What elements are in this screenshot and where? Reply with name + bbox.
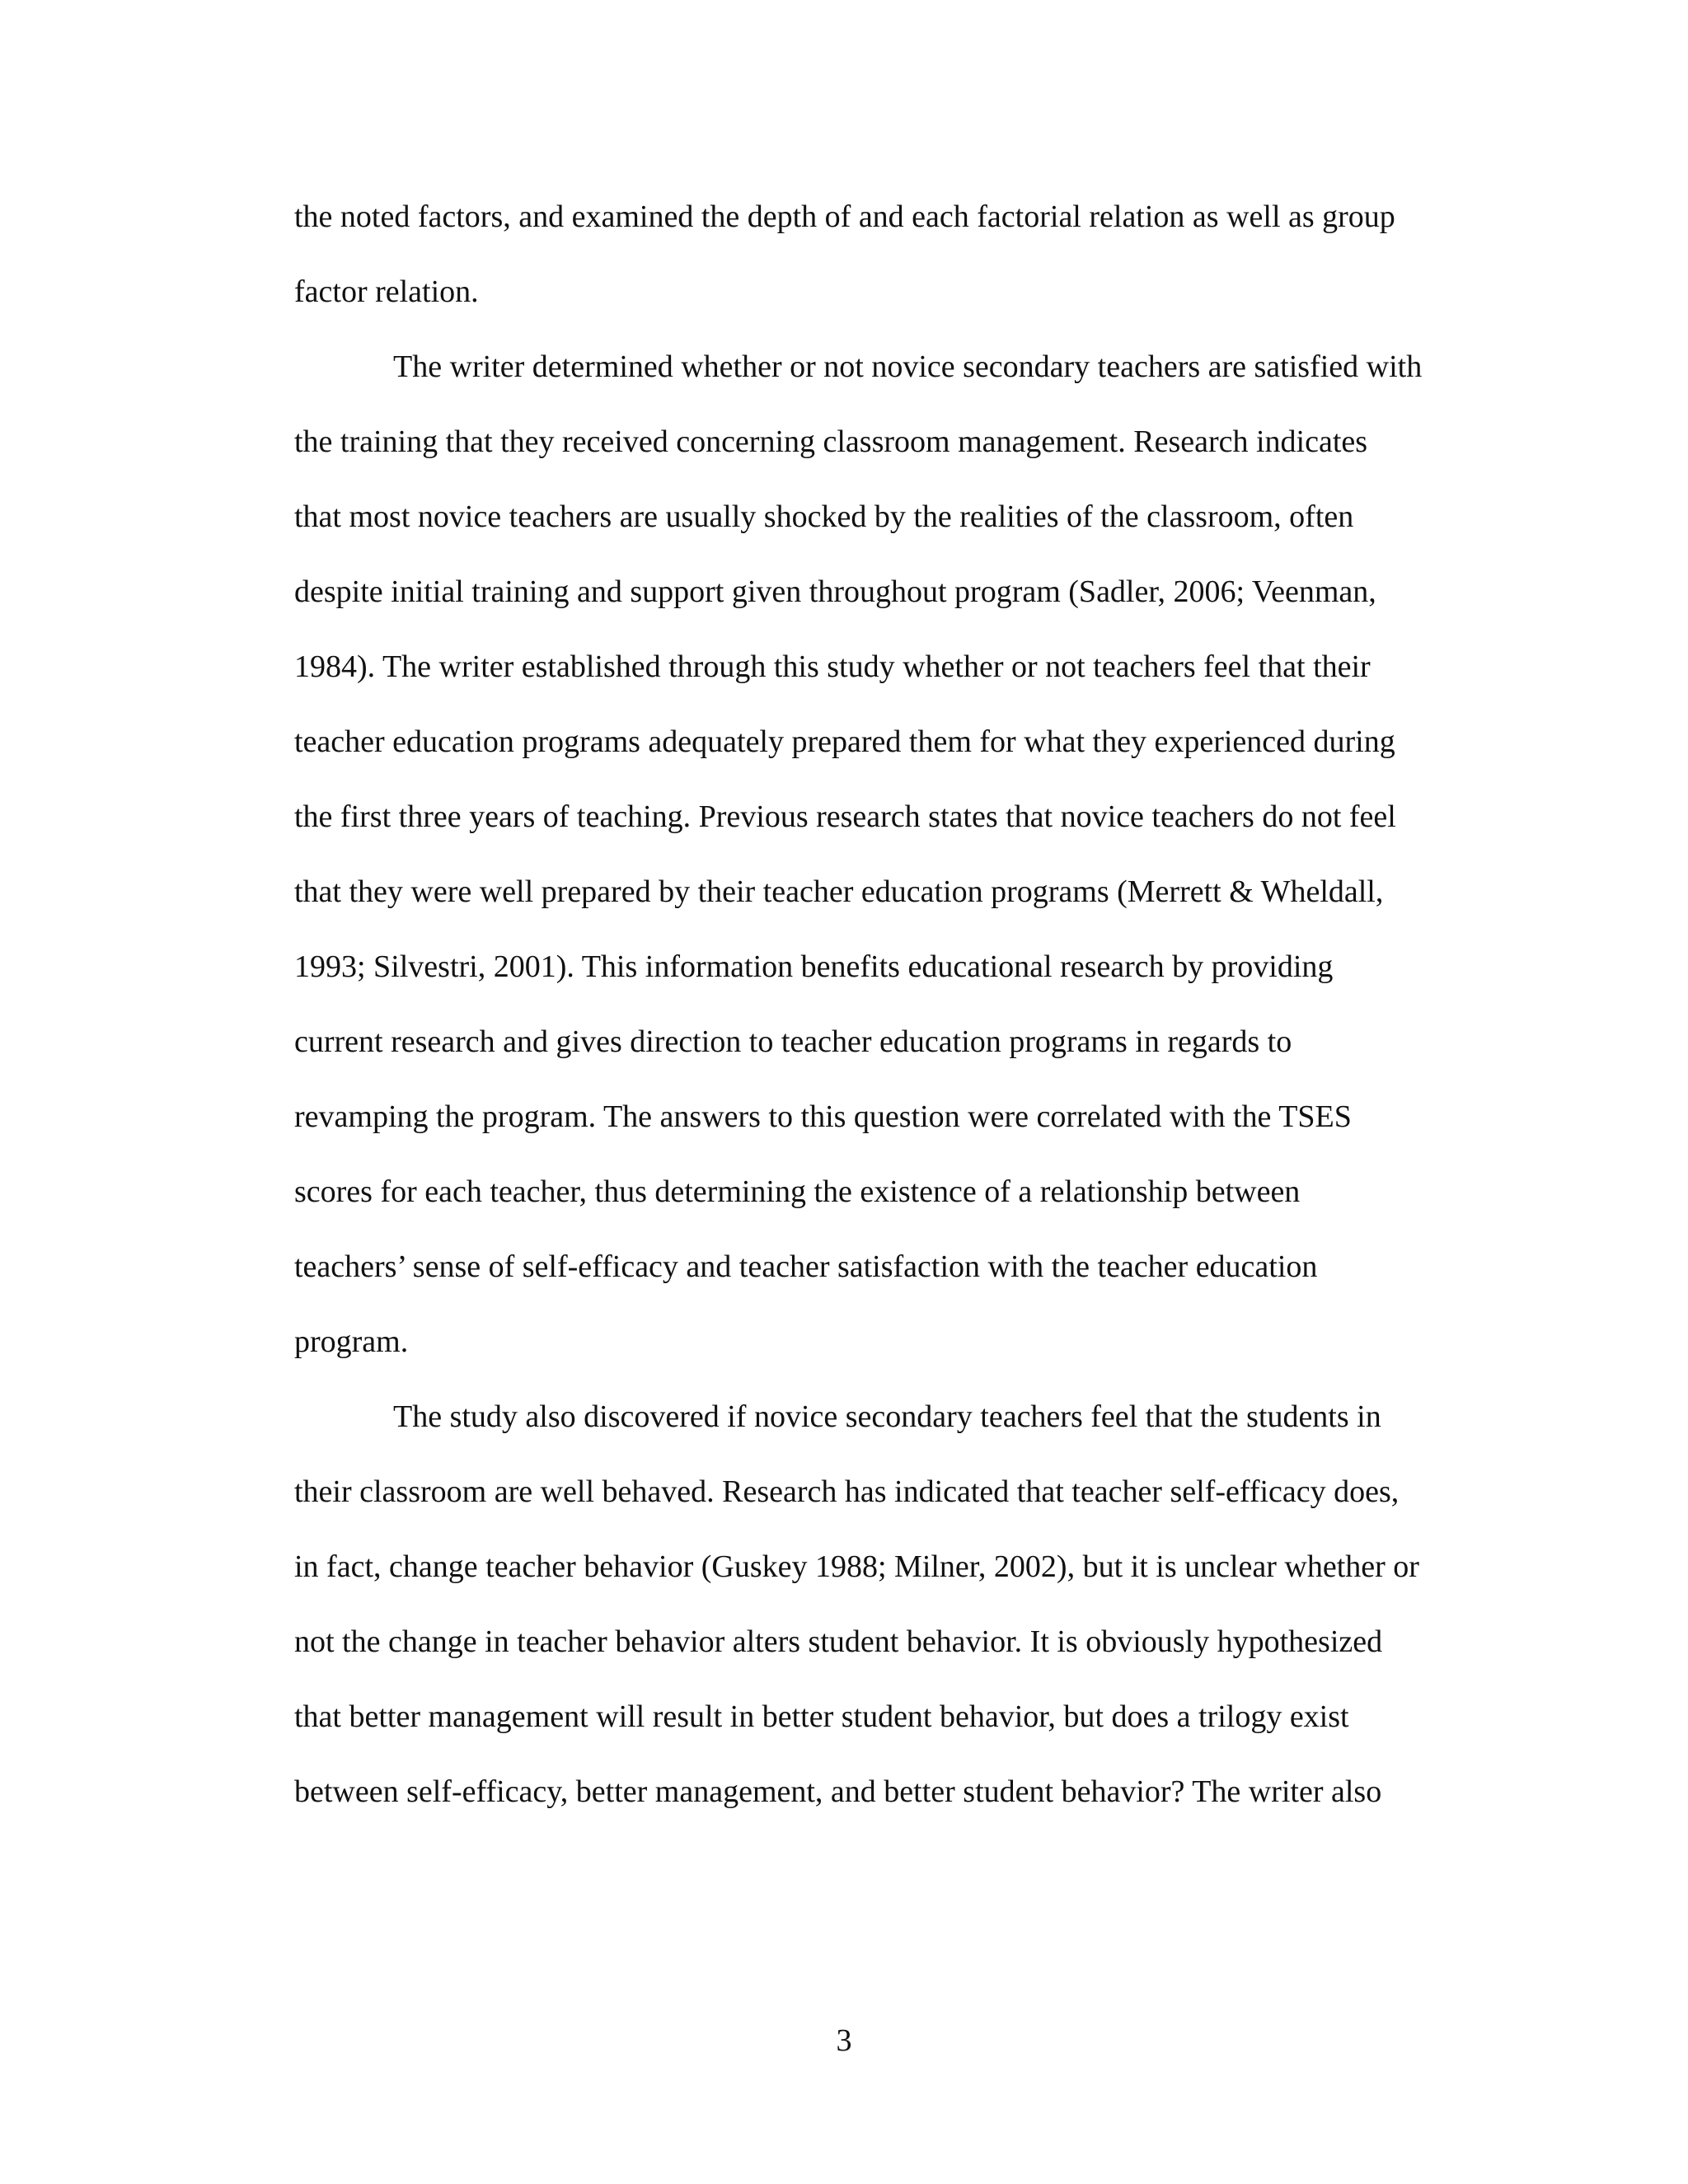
text-line-15: teachers’ sense of self-efficacy and teacher satisfaction with the teacher education [294,1249,1318,1284]
text-line-12: current research and gives direction to teacher education programs in regards to [294,1024,1292,1059]
text-line-20: not the change in teacher behavior alters student behavior. It is obviously hypothesized [294,1624,1383,1659]
text-line-7: 1984). The writer established through this study whether or not teachers feel that their [294,649,1371,684]
text-line-10: that they were well prepared by their teacher education programs (Merrett & Wheldall, [294,874,1384,909]
text-line-1: the noted factors, and examined the depth of and each factorial relation as well as group [294,199,1395,234]
text-line-18: their classroom are well behaved. Research has indicated that teacher self-efficacy does, [294,1474,1400,1509]
text-line-4: the training that they received concerning classroom management. Research indicates [294,424,1368,459]
text-line-6: despite initial training and support given throughout program (Sadler, 2006; Veenman, [294,574,1376,609]
text-line-16: program. [294,1324,409,1359]
text-line-19: in fact, change teacher behavior (Guskey 1988; Milner, 2002), but it is unclear whether or [294,1549,1419,1584]
text-line-11: 1993; Silvestri, 2001). This information benefits educational research by providing [294,949,1334,984]
text-line-2: factor relation. [294,274,479,309]
page-number: 3 [836,2023,852,2058]
text-line-5: that most novice teachers are usually shocked by the realities of the classroom, often [294,499,1354,534]
text-line-8: teacher education programs adequately prepared them for what they experienced during [294,724,1395,759]
text-line-21: that better management will result in better student behavior, but does a trilogy exist [294,1699,1349,1734]
text-line-22: between self-efficacy, better management, and better student behavior? The writer also [294,1774,1382,1809]
text-line-14: scores for each teacher, thus determining the existence of a relationship between [294,1174,1301,1209]
text-line-13: revamping the program. The answers to this question were correlated with the TSES [294,1099,1352,1134]
text-line-9: the first three years of teaching. Previous research states that novice teachers do not feel [294,799,1396,834]
text-line-3: The writer determined whether or not novice secondary teachers are satisfied with [393,349,1423,384]
text-line-17: The study also discovered if novice secondary teachers feel that the students in [393,1399,1381,1434]
